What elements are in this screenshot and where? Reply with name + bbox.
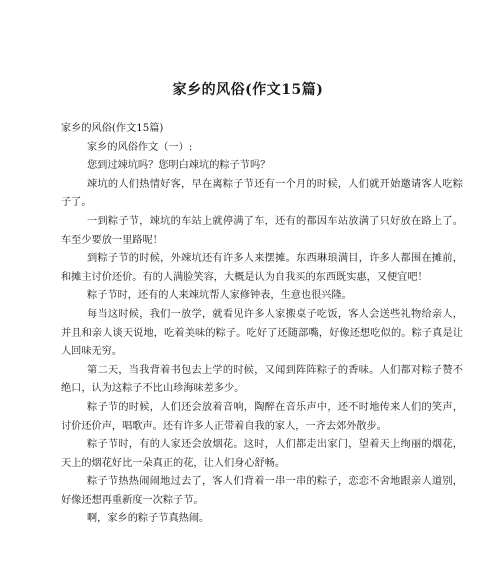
subtitle-paragraph: 家乡的风俗(作文15篇) <box>61 123 164 134</box>
body-paragraph: 啊，家乡的粽子节真热闹。 <box>87 513 210 525</box>
body-paragraph: 您到过竦坑吗？您明白竦坑的粽子节吗？ <box>87 160 271 172</box>
body-paragraph: 一到粽子节，竦坑的车站上就停满了车，还有的都因车站放满了只好放在路上了。车至少要放一里路呢！ <box>61 215 463 246</box>
body-paragraph: 第二天，当我背着书包去上学的时候，又闻到阵阵粽子的香味。人们都对粽子赞不绝口，认为这粽子不比山珍海味差多少。 <box>61 364 463 395</box>
body-paragraph: 竦坑的人们热情好客，早在离粽子节还有一个月的时候，人们就开始邀请客人吃粽子了。 <box>61 178 463 209</box>
section-heading: 家乡的风俗作文（一）: <box>87 141 193 153</box>
document-title: 家乡的风俗(作文15篇) <box>172 82 324 98</box>
body-paragraph: 粽子节时，还有的人来竦坑帮人家修钟表，生意也很兴隆。 <box>87 290 352 302</box>
body-paragraph: 粽子节时，有的人家还会放烟花。这时，人们都走出家门，望着天上绚丽的烟花，天上的烟花好比一朵真正的花，让人们身心舒畅。 <box>61 439 463 469</box>
body-paragraph: 粽子节的时候，人们还会放着音响，陶醉在音乐声中，还不时地传来人们的笑声，讨价还价声，唱歌声。还有许多人正带着自我的家人，一齐去郊外散步。 <box>61 401 463 432</box>
document-body <box>61 120 463 529</box>
body-paragraph: 到粽子节的时候，外竦坑还有许多人来摆摊。东西琳琅满目，许多人都围在摊前，和摊主讨价还价。有的人满脸笑容，大概是认为自我买的东西既实惠，又便宜吧！ <box>61 253 463 283</box>
body-paragraph: 每当这时候，我们一放学，就看见许多人家搬桌子吃饭，客人会送些礼物给亲人，并且和亲人谈天说地，吃着美味的粽子。吃好了还随部嘴，好像还想吃似的。粽子真是让人回味无穷。 <box>61 308 463 358</box>
body-paragraph: 粽子节热热闹闹地过去了，客人们背着一串一串的粽子，恋恋不舍地跟亲人道别，好像还想再重新度一次粽子节。 <box>61 476 463 506</box>
